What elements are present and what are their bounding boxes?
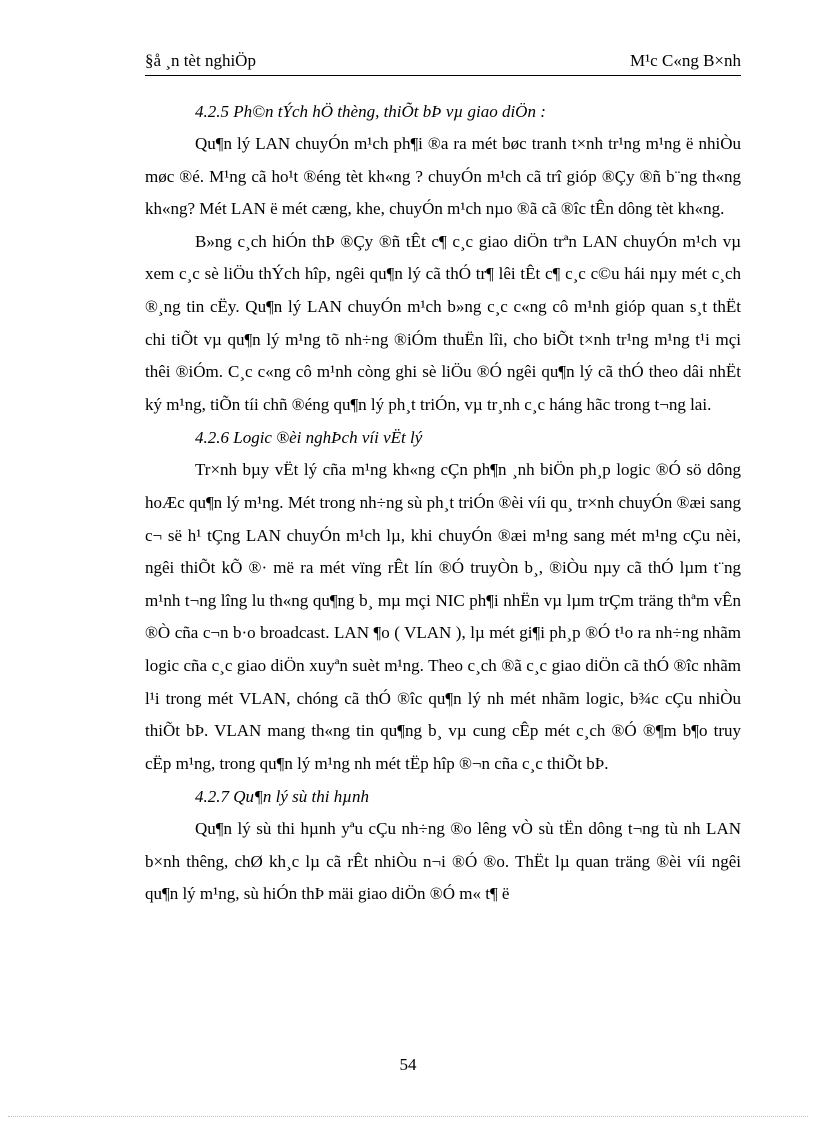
header-divider (145, 75, 741, 76)
page-body (145, 95, 741, 911)
page-number: 54 (399, 1055, 417, 1074)
paragraph: Qu¶n lý LAN chuyÓn m¹ch ph¶i ®a ra mét bøc tranh t×nh tr¹ng m¹ng ë nhiÒu møc ®é. M¹ng cã ho¹t ®éng tèt kh«ng ? chuyÓn m¹ch cã trî gióp ®Çy ®ñ b¨ng th«ng kh«ng? Mét LAN ë mét cæng, khe, chuyÓn m¹ch nµo ®ã cã ®îc tÊn dông tèt kh«ng. (145, 134, 741, 219)
paragraph: Qu¶n lý sù thi hµnh yªu cÇu nh÷ng ®o lêng vÒ sù tËn dông t¬ng tù nh LAN b×nh thêng, chØ kh¸c lµ cã rÊt nhiÒu n¬i ®Ó ®o. ThËt lµ quan träng ®èi víi ngêi qu¶n lý m¹ng, sù hiÓn thÞ mäi giao diÖn ®Ó m« t¶ ë (145, 819, 741, 904)
header-document-type: §å ¸n tèt nghiÖp (145, 51, 256, 70)
paragraph: B»ng c¸ch hiÓn thÞ ®Çy ®ñ tÊt c¶ c¸c giao diÖn trªn LAN chuyÓn m¹ch vµ xem c¸c sè liÖu thÝch hîp, ngêi qu¶n lý cã thÓ tr¶ lêi tÊt c¶ c¸c c©u hái nµy mét c¸ch ®¸ng tin cËy. Qu¶n lý LAN chuyÓn m¹ch b»ng c¸c c«ng cô m¹nh gióp quan s¸t thËt chi tiÕt vµ qu¶n lý m¹ng tõ nh÷ng ®iÓm thuËn lîi, cho biÕt t×nh tr¹ng m¹ng t¹i mçi thêi ®iÓm. C¸c c«ng cô m¹nh còng ghi sè liÖu ®Ó ngêi qu¶n lý cã thÓ theo dâi nhËt ký m¹ng, tiÕn tíi chñ ®éng qu¶n lý ph¸t triÓn, vµ tr¸nh c¸c háng hãc trong t¬ng lai. (145, 231, 741, 414)
section-heading-4-2-7: 4.2.7 Qu¶n lý sù thi hµnh (195, 787, 370, 807)
running-header (145, 50, 741, 72)
page-bottom-border (8, 1116, 808, 1117)
header-author-name: M¹c C«ng B×nh (629, 51, 741, 70)
section-heading-4-2-6: 4.2.6 Logic ®èi nghÞch víi vËt lý (195, 428, 423, 448)
section-heading-4-2-5: 4.2.5 Ph©n tÝch hÖ thèng, thiÕt bÞ vµ giao diÖn : (195, 102, 546, 121)
paragraph: Tr×nh bµy vËt lý cña m¹ng kh«ng cÇn ph¶n ¸nh biÖn ph¸p logic ®Ó sö dông hoÆc qu¶n lý m¹ng. Mét trong nh÷ng sù ph¸t triÓn ®èi víi qu¸ tr×nh chuyÓn ®æi sang c¬ së h¹ tÇng LAN chuyÓn m¹ch lµ, khi chuyÓn ®æi m¹ng sang mét m¹ng cÇu nèi, ngêi thiÕt kÕ ®· më ra mét vïng rÊt lín ®Ó truyÒn b¸, ®iÒu nµy cã thÓ lµm t¨ng m¹nh t¬ng lîng lu th«ng qu¶ng b¸ mµ mçi NIC ph¶i nhËn vµ lµm trÇm träng thªm vÊn ®Ò cña c¬n b·o broadcast. LAN ¶o ( VLAN ), lµ mét gi¶i ph¸p ®Ó t¹o ra nh÷ng nhãm logic cña c¸c giao diÖn xuyªn suèt m¹ng. Theo c¸ch ®ã c¸c giao diÖn cã thÓ ®îc nhãm l¹i trong mét VLAN, chóng cã thÓ ®îc qu¶n lý nh mét nhãm logic, b¾c cÇu nhiÒu thiÕt bÞ. VLAN mang th«ng tin qu¶ng b¸ vµ cung cÊp mét c¸ch ®Ó ®¶m b¶o truy cËp m¹ng, trong qu¶n lý m¹ng nh mét tËp hîp ®¬n cña c¸c thiÕt bÞ. (145, 460, 741, 773)
